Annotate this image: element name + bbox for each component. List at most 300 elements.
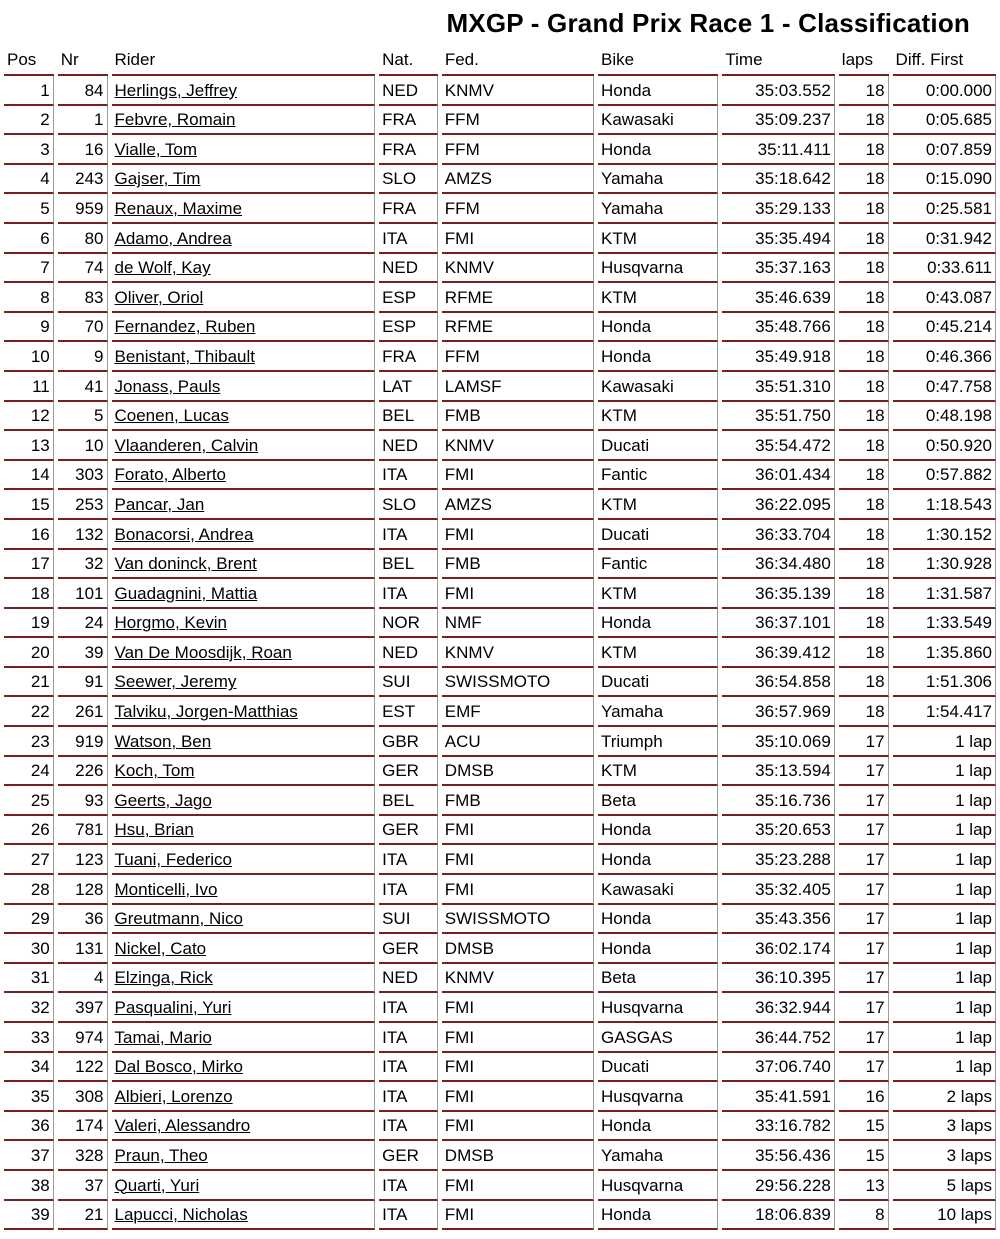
nat-cell: ITA	[379, 1171, 438, 1201]
laps-cell: 18	[839, 550, 889, 580]
rider-link[interactable]: Vialle, Tom	[114, 139, 198, 159]
nr-cell: 4	[58, 964, 108, 994]
laps-cell: 17	[839, 964, 889, 994]
diff-first-cell: 1:35.860	[893, 638, 996, 668]
pos-cell: 26	[4, 816, 54, 846]
bike-cell: Yamaha	[598, 1141, 718, 1171]
diff-first-cell: 1 lap	[893, 993, 996, 1023]
diff-first-cell: 1:54.417	[893, 697, 996, 727]
time-cell: 36:54.858	[722, 668, 834, 698]
nr-cell: 10	[58, 431, 108, 461]
time-cell: 35:43.356	[722, 905, 834, 935]
nr-cell: 101	[58, 579, 108, 609]
rider-cell	[112, 1201, 376, 1231]
time-cell: 37:06.740	[722, 1053, 834, 1083]
diff-first-cell: 1:51.306	[893, 668, 996, 698]
rider-cell	[112, 786, 376, 816]
diff-first-cell: 3 laps	[893, 1141, 996, 1171]
time-cell: 35:09.237	[722, 106, 834, 136]
nr-cell: 32	[58, 550, 108, 580]
bike-cell: Beta	[598, 786, 718, 816]
bike-cell: Honda	[598, 76, 718, 106]
nr-cell: 128	[58, 875, 108, 905]
pos-cell: 34	[4, 1053, 54, 1083]
nat-cell: GBR	[379, 727, 438, 757]
laps-cell: 18	[839, 431, 889, 461]
fed-cell: FMB	[442, 550, 594, 580]
table-row	[4, 194, 996, 224]
diff-first-cell: 0:07.859	[893, 135, 996, 165]
rider-link[interactable]: Febvre, Romain	[114, 110, 236, 130]
diff-first-cell: 1:30.152	[893, 520, 996, 550]
pos-cell: 29	[4, 905, 54, 935]
fed-cell: FMI	[442, 816, 594, 846]
header-laps: laps	[839, 46, 889, 76]
time-cell: 36:34.480	[722, 550, 834, 580]
laps-cell: 18	[839, 461, 889, 491]
rider-cell	[112, 934, 376, 964]
rider-cell	[112, 668, 376, 698]
fed-cell: AMZS	[442, 490, 594, 520]
fed-cell: DMSB	[442, 1141, 594, 1171]
rider-cell	[112, 135, 376, 165]
fed-cell: KNMV	[442, 76, 594, 106]
rider-link[interactable]: Gajser, Tim	[114, 169, 201, 189]
time-cell: 35:48.766	[722, 313, 834, 343]
nr-cell: 83	[58, 283, 108, 313]
diff-first-cell: 1 lap	[893, 786, 996, 816]
fed-cell: FMI	[442, 224, 594, 254]
bike-cell: Honda	[598, 845, 718, 875]
rider-link[interactable]: Renaux, Maxime	[114, 198, 243, 218]
pos-cell: 31	[4, 964, 54, 994]
time-cell: 36:35.139	[722, 579, 834, 609]
table-row	[4, 461, 996, 491]
rider-cell	[112, 697, 376, 727]
bike-cell: KTM	[598, 283, 718, 313]
bike-cell: GASGAS	[598, 1023, 718, 1053]
nr-cell: 1	[58, 106, 108, 136]
pos-cell: 35	[4, 1082, 54, 1112]
rider-link[interactable]: Monticelli, Ivo	[114, 879, 218, 899]
pos-cell: 38	[4, 1171, 54, 1201]
laps-cell: 17	[839, 934, 889, 964]
laps-cell: 18	[839, 402, 889, 432]
rider-link[interactable]: Seewer, Jeremy	[114, 672, 237, 692]
fed-cell: LAMSF	[442, 372, 594, 402]
nr-cell: 253	[58, 490, 108, 520]
time-cell: 35:32.405	[722, 875, 834, 905]
pos-cell: 10	[4, 342, 54, 372]
rider-link[interactable]: Adamo, Andrea	[114, 228, 232, 248]
bike-cell: Honda	[598, 1201, 718, 1231]
rider-link[interactable]: Bonacorsi, Andrea	[114, 524, 254, 544]
time-cell: 35:23.288	[722, 845, 834, 875]
nat-cell: SLO	[379, 490, 438, 520]
table-body	[4, 76, 996, 1230]
nr-cell: 328	[58, 1141, 108, 1171]
fed-cell: FFM	[442, 135, 594, 165]
rider-link[interactable]: Fernandez, Ruben	[114, 317, 256, 337]
table-row	[4, 757, 996, 787]
fed-cell: KNMV	[442, 431, 594, 461]
rider-link[interactable]: de Wolf, Kay	[114, 258, 211, 278]
table-row	[4, 76, 996, 106]
pos-cell: 32	[4, 993, 54, 1023]
nat-cell: FRA	[379, 194, 438, 224]
pos-cell: 25	[4, 786, 54, 816]
fed-cell: EMF	[442, 697, 594, 727]
diff-first-cell: 1 lap	[893, 757, 996, 787]
time-cell: 35:20.653	[722, 816, 834, 846]
bike-cell: Honda	[598, 1112, 718, 1142]
pos-cell: 6	[4, 224, 54, 254]
rider-link[interactable]: Tamai, Mario	[114, 1027, 212, 1047]
table-row	[4, 993, 996, 1023]
bike-cell: Ducati	[598, 520, 718, 550]
time-cell: 35:46.639	[722, 283, 834, 313]
table-row	[4, 727, 996, 757]
nat-cell: SUI	[379, 905, 438, 935]
nr-cell: 80	[58, 224, 108, 254]
rider-cell	[112, 1171, 376, 1201]
time-cell: 35:37.163	[722, 254, 834, 284]
pos-cell: 37	[4, 1141, 54, 1171]
nat-cell: ITA	[379, 875, 438, 905]
rider-cell	[112, 283, 376, 313]
laps-cell: 18	[839, 313, 889, 343]
laps-cell: 17	[839, 905, 889, 935]
pos-cell: 9	[4, 313, 54, 343]
rider-cell	[112, 845, 376, 875]
rider-link[interactable]: Hsu, Brian	[114, 820, 194, 840]
bike-cell: Triumph	[598, 727, 718, 757]
nat-cell: ITA	[379, 1023, 438, 1053]
rider-link[interactable]: Lapucci, Nicholas	[114, 1205, 248, 1225]
rider-link[interactable]: Talviku, Jorgen-Matthias	[114, 702, 298, 722]
table-row	[4, 165, 996, 195]
laps-cell: 18	[839, 697, 889, 727]
header-fed: Fed.	[442, 46, 594, 76]
fed-cell: SWISSMOTO	[442, 905, 594, 935]
time-cell: 35:54.472	[722, 431, 834, 461]
table-row	[4, 786, 996, 816]
rider-link[interactable]: Horgmo, Kevin	[114, 613, 227, 633]
table-row	[4, 342, 996, 372]
rider-cell	[112, 431, 376, 461]
rider-cell	[112, 993, 376, 1023]
table-row	[4, 609, 996, 639]
rider-cell	[112, 816, 376, 846]
nat-cell: ITA	[379, 520, 438, 550]
pos-cell: 2	[4, 106, 54, 136]
laps-cell: 18	[839, 254, 889, 284]
pos-cell: 13	[4, 431, 54, 461]
diff-first-cell: 0:25.581	[893, 194, 996, 224]
rider-link[interactable]: Jonass, Pauls	[114, 376, 221, 396]
rider-link[interactable]: Van doninck, Brent	[114, 554, 257, 574]
time-cell: 35:11.411	[722, 135, 834, 165]
bike-cell: KTM	[598, 638, 718, 668]
pos-cell: 17	[4, 550, 54, 580]
diff-first-cell: 0:47.758	[893, 372, 996, 402]
pos-cell: 3	[4, 135, 54, 165]
diff-first-cell: 1 lap	[893, 934, 996, 964]
bike-cell: Ducati	[598, 1053, 718, 1083]
bike-cell: Husqvarna	[598, 254, 718, 284]
nr-cell: 123	[58, 845, 108, 875]
nat-cell: ITA	[379, 579, 438, 609]
fed-cell: FMB	[442, 786, 594, 816]
table-header	[4, 46, 996, 76]
nr-cell: 36	[58, 905, 108, 935]
nr-cell: 9	[58, 342, 108, 372]
table-row	[4, 431, 996, 461]
fed-cell: FMI	[442, 1053, 594, 1083]
fed-cell: SWISSMOTO	[442, 668, 594, 698]
time-cell: 33:16.782	[722, 1112, 834, 1142]
fed-cell: FMI	[442, 520, 594, 550]
rider-link[interactable]: Dal Bosco, Mirko	[114, 1057, 243, 1077]
nr-cell: 122	[58, 1053, 108, 1083]
bike-cell: Honda	[598, 342, 718, 372]
nr-cell: 397	[58, 993, 108, 1023]
laps-cell: 18	[839, 668, 889, 698]
nat-cell: ESP	[379, 313, 438, 343]
rider-link[interactable]: Guadagnini, Mattia	[114, 583, 258, 603]
pos-cell: 30	[4, 934, 54, 964]
laps-cell: 17	[839, 875, 889, 905]
nr-cell: 974	[58, 1023, 108, 1053]
bike-cell: KTM	[598, 757, 718, 787]
nr-cell: 74	[58, 254, 108, 284]
diff-first-cell: 1 lap	[893, 727, 996, 757]
diff-first-cell: 10 laps	[893, 1201, 996, 1231]
bike-cell: Honda	[598, 934, 718, 964]
diff-first-cell: 0:05.685	[893, 106, 996, 136]
table-row	[4, 254, 996, 284]
fed-cell: KNMV	[442, 964, 594, 994]
nr-cell: 781	[58, 816, 108, 846]
bike-cell: Honda	[598, 313, 718, 343]
nat-cell: EST	[379, 697, 438, 727]
rider-cell	[112, 905, 376, 935]
fed-cell: FMI	[442, 1112, 594, 1142]
laps-cell: 17	[839, 1023, 889, 1053]
rider-link[interactable]: Oliver, Oriol	[114, 287, 204, 307]
diff-first-cell: 1:33.549	[893, 609, 996, 639]
nr-cell: 37	[58, 1171, 108, 1201]
bike-cell: KTM	[598, 402, 718, 432]
rider-link[interactable]: Albieri, Lorenzo	[114, 1086, 233, 1106]
nr-cell: 16	[58, 135, 108, 165]
pos-cell: 18	[4, 579, 54, 609]
rider-link[interactable]: Quarti, Yuri	[114, 1175, 200, 1195]
table-row	[4, 697, 996, 727]
fed-cell: FMI	[442, 1171, 594, 1201]
time-cell: 36:01.434	[722, 461, 834, 491]
bike-cell: Husqvarna	[598, 993, 718, 1023]
fed-cell: NMF	[442, 609, 594, 639]
pos-cell: 22	[4, 697, 54, 727]
laps-cell: 8	[839, 1201, 889, 1231]
rider-link[interactable]: Forato, Alberto	[114, 465, 227, 485]
laps-cell: 18	[839, 224, 889, 254]
nr-cell: 261	[58, 697, 108, 727]
fed-cell: FMI	[442, 993, 594, 1023]
rider-link[interactable]: Van De Moosdijk, Roan	[114, 642, 292, 662]
time-cell: 36:10.395	[722, 964, 834, 994]
bike-cell: Kawasaki	[598, 875, 718, 905]
nat-cell: ITA	[379, 993, 438, 1023]
table-row	[4, 964, 996, 994]
bike-cell: Honda	[598, 609, 718, 639]
time-cell: 35:03.552	[722, 76, 834, 106]
pos-cell: 19	[4, 609, 54, 639]
diff-first-cell: 0:48.198	[893, 402, 996, 432]
table-row	[4, 550, 996, 580]
rider-link[interactable]: Watson, Ben	[114, 731, 212, 751]
rider-link[interactable]: Nickel, Cato	[114, 938, 207, 958]
bike-cell: Husqvarna	[598, 1171, 718, 1201]
pos-cell: 16	[4, 520, 54, 550]
nat-cell: GER	[379, 757, 438, 787]
nr-cell: 39	[58, 638, 108, 668]
time-cell: 35:41.591	[722, 1082, 834, 1112]
nr-cell: 24	[58, 609, 108, 639]
diff-first-cell: 0:57.882	[893, 461, 996, 491]
fed-cell: AMZS	[442, 165, 594, 195]
classification-table	[4, 46, 996, 1230]
rider-cell	[112, 342, 376, 372]
nat-cell: ITA	[379, 224, 438, 254]
header-time: Time	[722, 46, 834, 76]
bike-cell: Honda	[598, 135, 718, 165]
nat-cell: ITA	[379, 1201, 438, 1231]
pos-cell: 27	[4, 845, 54, 875]
bike-cell: Kawasaki	[598, 372, 718, 402]
rider-link[interactable]: Herlings, Jeffrey	[114, 80, 238, 100]
bike-cell: Fantic	[598, 461, 718, 491]
table-row	[4, 106, 996, 136]
time-cell: 18:06.839	[722, 1201, 834, 1231]
bike-cell: Ducati	[598, 431, 718, 461]
nr-cell: 93	[58, 786, 108, 816]
table-row	[4, 372, 996, 402]
table-row	[4, 905, 996, 935]
diff-first-cell: 0:00.000	[893, 76, 996, 106]
laps-cell: 17	[839, 727, 889, 757]
nr-cell: 91	[58, 668, 108, 698]
table-row	[4, 1141, 996, 1171]
table-row	[4, 1053, 996, 1083]
laps-cell: 18	[839, 135, 889, 165]
rider-link[interactable]: Praun, Theo	[114, 1145, 208, 1165]
pos-cell: 20	[4, 638, 54, 668]
diff-first-cell: 1 lap	[893, 1023, 996, 1053]
nat-cell: BEL	[379, 786, 438, 816]
nr-cell: 303	[58, 461, 108, 491]
rider-cell	[112, 194, 376, 224]
table-row	[4, 402, 996, 432]
time-cell: 29:56.228	[722, 1171, 834, 1201]
bike-cell: Honda	[598, 905, 718, 935]
nat-cell: ESP	[379, 283, 438, 313]
laps-cell: 18	[839, 490, 889, 520]
nat-cell: NED	[379, 431, 438, 461]
rider-cell	[112, 520, 376, 550]
nat-cell: NED	[379, 638, 438, 668]
laps-cell: 18	[839, 342, 889, 372]
rider-cell	[112, 490, 376, 520]
rider-link[interactable]: Geerts, Jago	[114, 790, 212, 810]
diff-first-cell: 5 laps	[893, 1171, 996, 1201]
nr-cell: 243	[58, 165, 108, 195]
rider-link[interactable]: Tuani, Federico	[114, 850, 232, 870]
table-row	[4, 579, 996, 609]
rider-link[interactable]: Benistant, Thibault	[114, 346, 255, 366]
table-row	[4, 1171, 996, 1201]
diff-first-cell: 2 laps	[893, 1082, 996, 1112]
rider-cell	[112, 875, 376, 905]
fed-cell: FMI	[442, 1201, 594, 1231]
rider-cell	[112, 609, 376, 639]
fed-cell: FMI	[442, 461, 594, 491]
rider-cell	[112, 165, 376, 195]
fed-cell: KNMV	[442, 254, 594, 284]
rider-link[interactable]: Pancar, Jan	[114, 494, 205, 514]
laps-cell: 18	[839, 372, 889, 402]
rider-cell	[112, 579, 376, 609]
diff-first-cell: 1:18.543	[893, 490, 996, 520]
rider-link[interactable]: Pasqualini, Yuri	[114, 998, 232, 1017]
nat-cell: GER	[379, 816, 438, 846]
laps-cell: 16	[839, 1082, 889, 1112]
rider-cell	[112, 1112, 376, 1142]
fed-cell: FFM	[442, 194, 594, 224]
diff-first-cell: 1 lap	[893, 816, 996, 846]
nat-cell: BEL	[379, 550, 438, 580]
table-row	[4, 668, 996, 698]
nr-cell: 919	[58, 727, 108, 757]
rider-link[interactable]: Koch, Tom	[114, 761, 195, 781]
fed-cell: FMI	[442, 875, 594, 905]
nr-cell: 132	[58, 520, 108, 550]
header-nat: Nat.	[379, 46, 438, 76]
table-row	[4, 135, 996, 165]
time-cell: 35:16.736	[722, 786, 834, 816]
fed-cell: RFME	[442, 283, 594, 313]
rider-link[interactable]: Vlaanderen, Calvin	[114, 435, 259, 455]
nat-cell: ITA	[379, 461, 438, 491]
table-row	[4, 845, 996, 875]
nat-cell: GER	[379, 934, 438, 964]
laps-cell: 17	[839, 845, 889, 875]
rider-link[interactable]: Valeri, Alessandro	[114, 1116, 251, 1136]
rider-cell	[112, 402, 376, 432]
time-cell: 35:10.069	[722, 727, 834, 757]
rider-cell	[112, 254, 376, 284]
rider-cell	[112, 550, 376, 580]
fed-cell: RFME	[442, 313, 594, 343]
rider-cell	[112, 106, 376, 136]
rider-link[interactable]: Greutmann, Nico	[114, 909, 243, 929]
rider-link[interactable]: Coenen, Lucas	[114, 406, 229, 426]
rider-link[interactable]: Elzinga, Rick	[114, 968, 213, 988]
rider-cell	[112, 964, 376, 994]
pos-cell: 15	[4, 490, 54, 520]
pos-cell: 14	[4, 461, 54, 491]
